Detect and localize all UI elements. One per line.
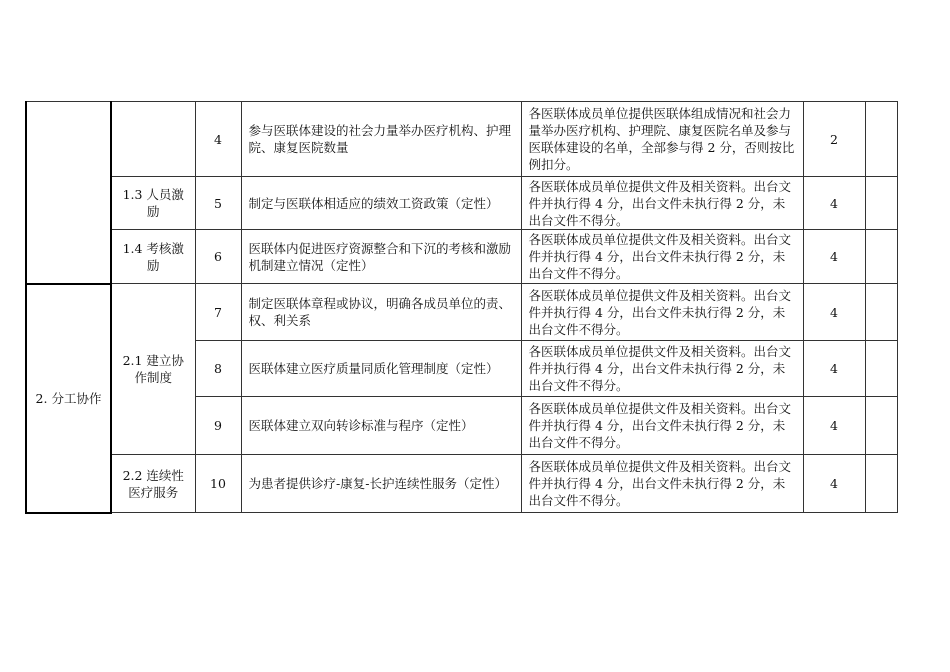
indicator-text: 参与医联体建设的社会力量举办医疗机构、护理院、康复医院数量 (241, 102, 521, 177)
score-value: 4 (803, 284, 865, 341)
criteria-text: 各医联体成员单位提供文件及相关资料。出台文件并执行得 4 分，出台文件未执行得 2 分，未出台文件不得分。 (521, 177, 803, 230)
table-row (26, 230, 897, 284)
criteria-text: 各医联体成员单位提供文件及相关资料。出台文件并执行得 4 分，出台文件未执行得 2 分，未出台文件不得分。 (521, 284, 803, 341)
item-number: 10 (195, 455, 241, 513)
indicator-text: 医联体建立医疗质量同质化管理制度（定性） (241, 341, 521, 397)
indicator-text: 制定医联体章程或协议，明确各成员单位的责、权、利关系 (241, 284, 521, 341)
criteria-text: 各医联体成员单位提供文件及相关资料。出台文件并执行得 4 分，出台文件未执行得 2 分，未出台文件不得分。 (521, 341, 803, 397)
table-row (26, 284, 897, 341)
table-row (26, 177, 897, 230)
item-number: 8 (195, 341, 241, 397)
criteria-text: 各医联体成员单位提供医联体组成情况和社会力量举办医疗机构、护理院、康复医院名单及参与医联体建设的名单，全部参与得 2 分，否则按比例扣分。 (521, 102, 803, 177)
blank-cell (865, 177, 897, 230)
blank-cell (865, 397, 897, 455)
criteria-text: 各医联体成员单位提供文件及相关资料。出台文件并执行得 4 分，出台文件未执行得 2 分，未出台文件不得分。 (521, 230, 803, 284)
blank-cell (865, 455, 897, 513)
item-number: 4 (195, 102, 241, 177)
indicator-text: 医联体建立双向转诊标准与程序（定性） (241, 397, 521, 455)
subcategory-cell (111, 102, 195, 177)
score-value: 4 (803, 341, 865, 397)
subcategory-cell: 1.3 人员激励 (111, 177, 195, 230)
criteria-text: 各医联体成员单位提供文件及相关资料。出台文件并执行得 4 分，出台文件未执行得 2 分，未出台文件不得分。 (521, 397, 803, 455)
item-number: 6 (195, 230, 241, 284)
indicator-text: 为患者提供诊疗-康复-长护连续性服务（定性） (241, 455, 521, 513)
table-row (26, 102, 897, 177)
blank-cell (865, 102, 897, 177)
subcategory-cell: 2.2 连续性医疗服务 (111, 455, 195, 513)
category-cell-1 (26, 102, 111, 284)
item-number: 5 (195, 177, 241, 230)
table-row (26, 455, 897, 513)
score-value: 4 (803, 230, 865, 284)
subcategory-cell: 1.4 考核激励 (111, 230, 195, 284)
indicator-text: 医联体内促进医疗资源整合和下沉的考核和激励机制建立情况（定性） (241, 230, 521, 284)
criteria-text: 各医联体成员单位提供文件及相关资料。出台文件并执行得 4 分，出台文件未执行得 2 分，未出台文件不得分。 (521, 455, 803, 513)
blank-cell (865, 341, 897, 397)
indicator-text: 制定与医联体相适应的绩效工资政策（定性） (241, 177, 521, 230)
score-value: 4 (803, 455, 865, 513)
evaluation-table (25, 101, 898, 514)
score-value: 4 (803, 177, 865, 230)
item-number: 7 (195, 284, 241, 341)
score-value: 2 (803, 102, 865, 177)
score-value: 4 (803, 397, 865, 455)
blank-cell (865, 284, 897, 341)
subcategory-cell: 2.1 建立协作制度 (111, 284, 195, 455)
item-number: 9 (195, 397, 241, 455)
category-cell-2: 2. 分工协作 (26, 284, 111, 513)
blank-cell (865, 230, 897, 284)
